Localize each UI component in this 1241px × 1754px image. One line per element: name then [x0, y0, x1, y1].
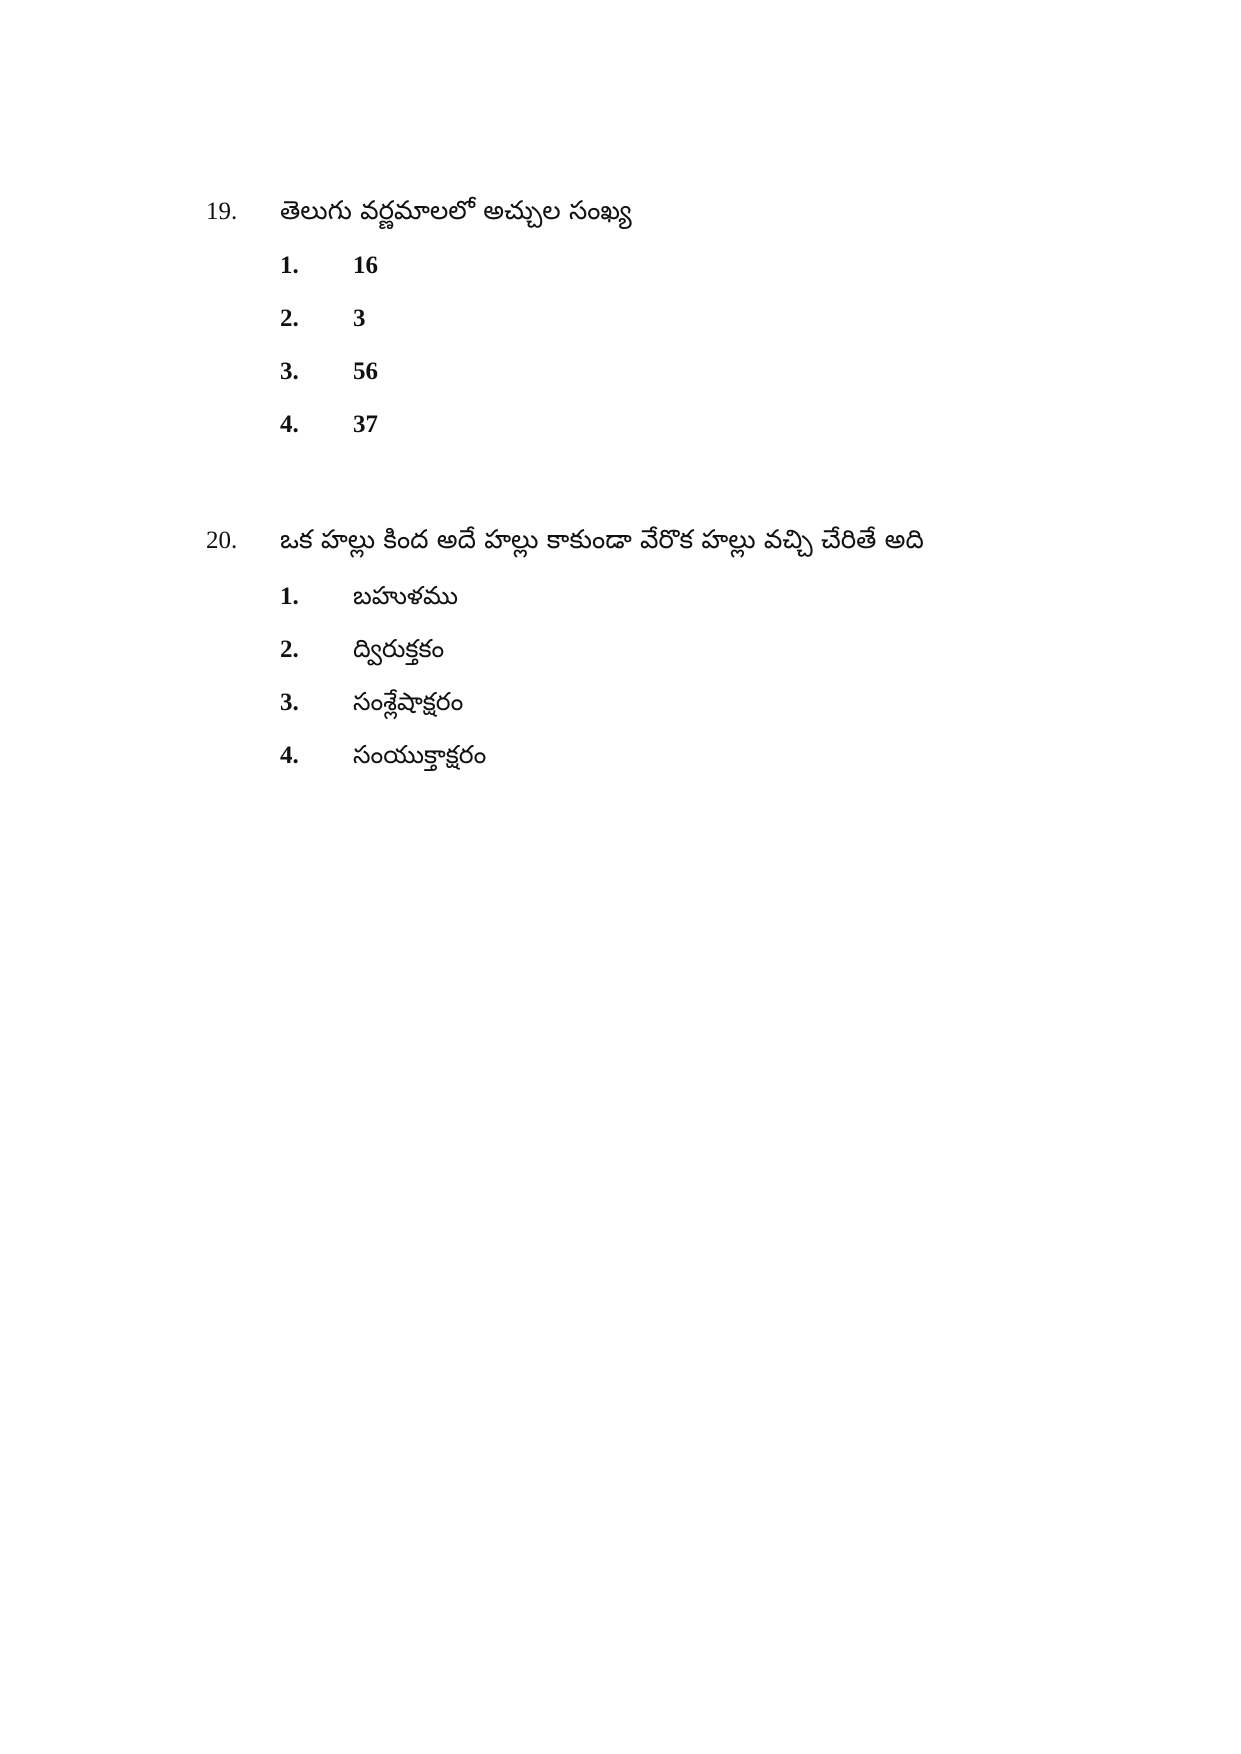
option-2 [280, 634, 1166, 687]
option-text: సంశ్లేషాక్షరం [353, 687, 464, 716]
option-number: 1. [280, 583, 299, 610]
question-20 [206, 525, 1166, 793]
option-number: 2. [280, 636, 299, 663]
question-number: 20. [206, 527, 238, 554]
option-text: సంయుక్తాక్షరం [353, 740, 487, 769]
option-number: 4. [280, 411, 299, 438]
question-header [206, 196, 1166, 240]
option-3 [280, 358, 1166, 411]
option-number: 2. [280, 305, 299, 332]
option-number: 4. [280, 742, 299, 769]
question-number: 19. [206, 198, 238, 225]
question-19 [206, 196, 1166, 464]
option-1 [280, 581, 1166, 634]
options-list [280, 252, 1166, 464]
option-text: 37 [353, 411, 378, 438]
option-text: 56 [353, 358, 378, 385]
question-text: తెలుగు వర్ణమాలలో అచ్చుల సంఖ్య [280, 196, 632, 226]
option-number: 1. [280, 252, 299, 279]
option-number: 3. [280, 358, 299, 385]
question-text: ఒక హల్లు కింద అదే హల్లు కాకుండా వేరొక హల్లు వచ్చి చేరితే అది [280, 525, 924, 555]
option-text: 3 [353, 305, 366, 332]
option-text: బహుళము [353, 581, 459, 610]
option-text: ద్విరుక్తకం [353, 634, 445, 663]
option-number: 3. [280, 689, 299, 716]
option-text: 16 [353, 252, 378, 279]
option-3 [280, 687, 1166, 740]
option-1 [280, 252, 1166, 305]
option-2 [280, 305, 1166, 358]
option-4 [280, 740, 1166, 793]
option-4 [280, 411, 1166, 464]
question-header [206, 525, 1166, 569]
options-list [280, 581, 1166, 793]
